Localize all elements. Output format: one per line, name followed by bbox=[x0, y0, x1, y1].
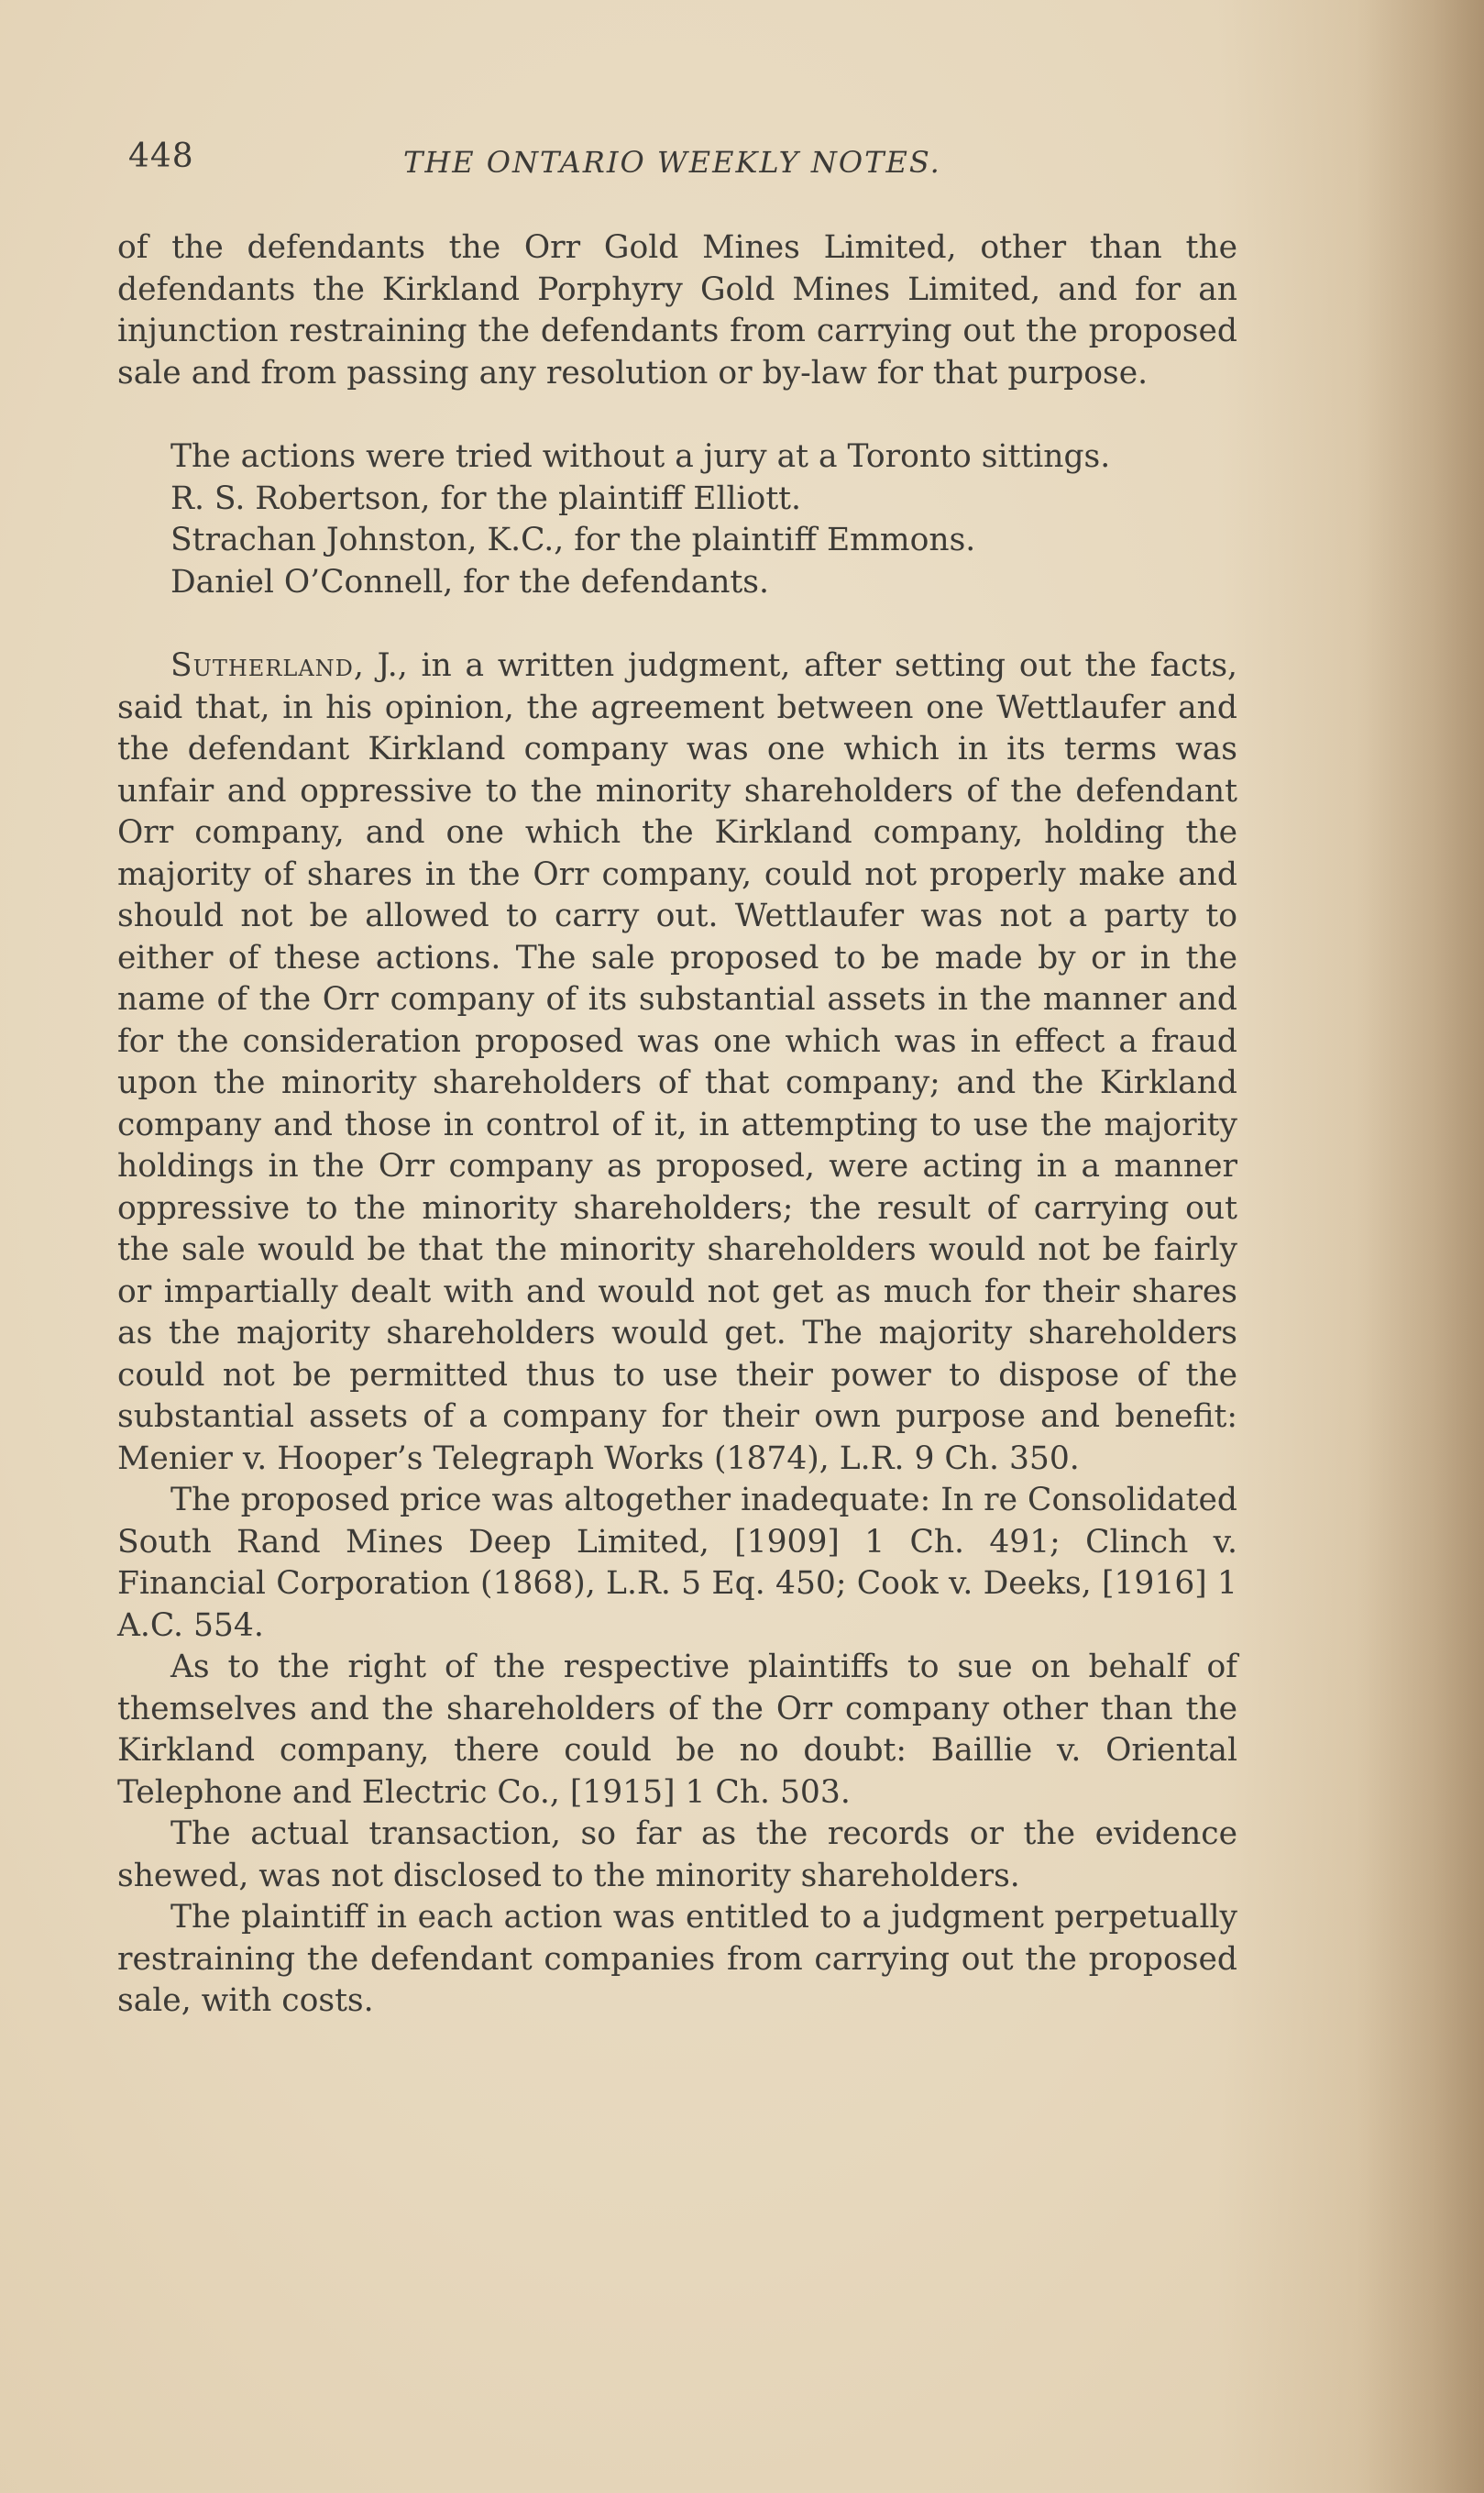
right-to-sue-paragraph: As to the right of the respective plaintiffs to sue on behalf of themselves and the shareholders of the Orr company other than the Kirkland company, there could be no doubt: Baillie v. Oriental Telephone and Electric Co., [1915] 1 Ch. 503. bbox=[117, 1649, 1237, 1811]
counsel-line-defendants: Daniel O’Connell, for the defendants. bbox=[170, 563, 769, 601]
running-head bbox=[128, 138, 1256, 193]
counsel-line-elliott: R. S. Robertson, for the plaintiff Elliott. bbox=[170, 480, 802, 517]
judge-name: Sutherland bbox=[170, 647, 354, 684]
intro-paragraph: of the defendants the Orr Gold Mines Limited, other than the defendants the Kirkland Porphyry Gold Mines Limited, and for an injunction restraining the defendants from carrying out the proposed sale and from passing any resolution or by-law for that purpose. bbox=[117, 229, 1237, 392]
page-number: 448 bbox=[128, 138, 194, 175]
journal-title: THE ONTARIO WEEKLY NOTES. bbox=[403, 145, 941, 180]
page-edge-shading bbox=[1356, 0, 1484, 2493]
judgment-text: , J., in a written judgment, after setting out the facts, said that, in his opinion, the agreement between one Wettlaufer and the defendant Kirkland company was one which in its terms was unfair and oppressive to the minority shareholders of the defendant Orr company, and one which the Kirkland company, holding the majority of shares in the Orr company, could not properly make and should not be allowed to carry out. Wettlaufer was not a party to either of these actions. The sale proposed to be made by or in the name of the Orr company of its substantial assets in the manner and for the consideration proposed was one which was in effect a fraud upon the minority shareholders of that company; and the Kirkland company and those in control of it, in attempting to use the majority holdings in the Orr company as proposed, were acting in a manner oppressive to the minority shareholders; the result of carrying out the sale would be that the minority shareholders would not be fairly or impartially dealt with and would not get as much for their shares as the majority shareholders would get. The majority shareholders could not be permitted thus to use their power to dispose of the substantial assets of a company for their own purpose and benefit: Menier v. Hooper’s Telegraph Works (1874), L.R. 9 Ch. 350. bbox=[117, 647, 1237, 1477]
spacer bbox=[117, 394, 1237, 436]
page-body bbox=[117, 227, 1237, 2023]
counsel-line-emmons: Strachan Johnston, K.C., for the plaintiff Emmons. bbox=[170, 522, 976, 558]
conclusion-paragraph: The plaintiff in each action was entitled to a judgment perpetually restraining the defendant companies from carrying out the proposed sale, with costs. bbox=[117, 1899, 1237, 2019]
judgment-paragraph bbox=[117, 645, 1237, 1480]
transaction-paragraph: The actual transaction, so far as the records or the evidence shewed, was not disclosed to the minority shareholders. bbox=[117, 1815, 1237, 1894]
price-paragraph: The proposed price was altogether inadequate: In re Consolidated South Rand Mines Deep Limited, [1909] 1 Ch. 491; Clinch v. Financial Corporation (1868), L.R. 5 Eq. 450; Cook v. Deeks, [1916] 1 A.C. 554. bbox=[117, 1482, 1237, 1644]
trial-line: The actions were tried without a jury at a Toronto sittings. bbox=[170, 438, 1111, 475]
spacer bbox=[117, 603, 1237, 645]
trial-details bbox=[117, 436, 1237, 603]
